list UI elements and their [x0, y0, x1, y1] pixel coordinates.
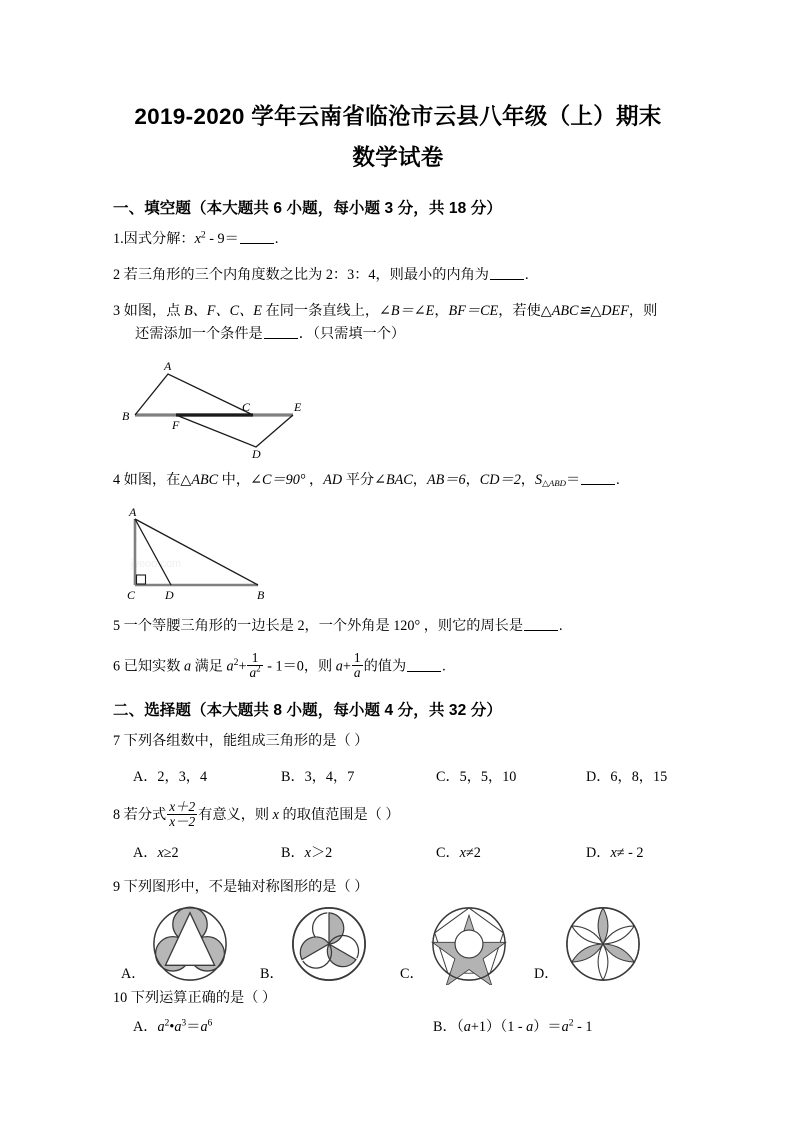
- q10-opt-a-base2: a: [174, 1019, 182, 1036]
- q4-angle-bac: ∠BAC: [374, 472, 413, 488]
- question-4: [113, 469, 683, 492]
- question-7: [113, 730, 683, 753]
- q3-comma-2: ，若使: [498, 303, 541, 319]
- q8-opt-b-var: x: [304, 845, 311, 862]
- q7-option-a[interactable]: A．2，3，4: [133, 769, 208, 786]
- q10-opt-b-var3: a: [561, 1019, 569, 1036]
- q9-option-a[interactable]: [121, 903, 260, 985]
- q8-option-d[interactable]: [586, 842, 643, 864]
- figure-circle-triangle-three-shaded-segments: [149, 903, 231, 985]
- figure-4-svg: [113, 505, 313, 605]
- q10-option-a[interactable]: [133, 1016, 433, 1038]
- question-8-options: [113, 842, 683, 864]
- document-body: [113, 96, 683, 1048]
- q10-opt-a-base1: a: [157, 1019, 165, 1036]
- q10-opt-b-sup: 2: [568, 1017, 574, 1029]
- figure-five-pointed-star-in-circle: [428, 903, 510, 985]
- q8-opt-d-var: x: [610, 845, 617, 862]
- q3-segment-equality: BF＝CE: [448, 303, 499, 319]
- question-10: [113, 987, 683, 1010]
- q6-var-a-2: a: [335, 658, 343, 675]
- question-9: [113, 876, 683, 899]
- q6-frac2-numerator: 1: [353, 650, 361, 665]
- q10-opt-b-label: B．: [433, 1019, 457, 1036]
- q10-opt-a-sup3: 6: [207, 1017, 213, 1029]
- question-6: [113, 651, 683, 680]
- q3-answer-blank[interactable]: [264, 326, 298, 339]
- q3-text-a: 如图，点: [123, 303, 184, 319]
- section-heading-fill-in: 一、填空题（本大题共 6 小题，每小题 3 分，共 18 分）: [113, 200, 502, 217]
- q2-number: 2: [113, 267, 121, 283]
- q8-frac-numerator: x＋2: [169, 799, 196, 815]
- figure-triskelion-pinwheel-three-shaded-lobes: [288, 903, 370, 985]
- q6-number: 6: [113, 658, 121, 675]
- q6-period: .: [442, 658, 446, 675]
- q8-option-b[interactable]: [281, 842, 436, 864]
- q3-congruence: △ABC≌△DEF: [540, 303, 629, 319]
- q9-option-c[interactable]: [400, 903, 534, 985]
- figure-3-svg: [113, 359, 363, 459]
- q1-period: .: [274, 231, 279, 247]
- q1-exponent: 2: [200, 229, 206, 241]
- watermark-text: jyeoo.com: [131, 558, 182, 570]
- q4-angle-c: ∠C＝90°: [250, 472, 306, 488]
- q4-ab: AB＝6: [426, 472, 466, 488]
- q3-comma-1: ，: [434, 303, 449, 319]
- q5-answer-blank[interactable]: [524, 618, 558, 631]
- q8-opt-c-label: C．: [436, 845, 460, 862]
- q8-opt-a-label: A．: [133, 845, 158, 862]
- q9-option-b[interactable]: [260, 903, 400, 985]
- q1-text: 因式分解：: [123, 231, 195, 247]
- q1-answer-blank[interactable]: [240, 231, 274, 244]
- q1-minus-nine: - 9＝: [205, 231, 239, 247]
- q8-opt-d-rest: ≠ - 2: [616, 845, 644, 862]
- q9-option-b-label: B．: [260, 966, 284, 983]
- q6-answer-blank[interactable]: [407, 659, 441, 672]
- q6-text-b: 满足: [191, 658, 227, 675]
- q8-option-c[interactable]: [436, 842, 586, 864]
- question-1: [113, 228, 683, 251]
- q8-opt-d-label: D．: [586, 845, 611, 862]
- q6-fraction-one-over-a: [352, 651, 363, 680]
- label-D: D: [252, 447, 261, 459]
- q9-option-a-label: A．: [121, 966, 146, 983]
- q4-text-a: 如图，在: [123, 472, 181, 488]
- q6-plus-2: +: [342, 658, 351, 675]
- q4-text-f: ，: [465, 472, 480, 488]
- q8-opt-a-var: x: [157, 845, 164, 862]
- q9-option-d[interactable]: [534, 903, 664, 985]
- figure-question-3: [113, 359, 683, 459]
- page-title: [113, 96, 683, 178]
- q2-answer-blank[interactable]: [490, 267, 524, 280]
- figure-six-petal-rosette-in-circle: [562, 903, 644, 985]
- q8-opt-c-rest: ≠2: [465, 845, 481, 862]
- q10-option-b[interactable]: [433, 1016, 592, 1038]
- section-heading-multiple-choice: 二、选择题（本大题共 8 小题，每小题 4 分，共 32 分）: [113, 702, 502, 720]
- q6-text-a: 已知实数: [123, 658, 184, 675]
- title-line-2: 数学试卷: [352, 145, 444, 170]
- q10-opt-a-sup2: 3: [181, 1017, 187, 1029]
- q9-stem: 下列图形中，不是轴对称图形的是（ ）: [123, 879, 369, 896]
- q7-stem: 下列各组数中，能组成三角形的是（ ）: [123, 733, 369, 750]
- question-3: [113, 300, 683, 346]
- q3-text-c: ，则: [628, 303, 658, 319]
- q4-period: .: [616, 472, 620, 488]
- question-7-options: [113, 766, 683, 788]
- q8-stem-b: 有意义，则: [198, 807, 273, 824]
- q10-stem: 下列运算正确的是（ ）: [130, 990, 277, 1007]
- q10-opt-a-dot: •: [169, 1019, 175, 1036]
- q3-text-b: 在同一条直线上，: [261, 303, 380, 319]
- q7-option-c[interactable]: C．5，5，10: [436, 769, 517, 786]
- question-9-option-figures: [113, 903, 683, 985]
- q8-var-x: x: [272, 807, 279, 824]
- q4-triangle: △ABC: [180, 472, 219, 488]
- label-C: C: [242, 400, 251, 414]
- label-E: E: [294, 400, 302, 414]
- q4-area-subscript: △ABD: [542, 478, 566, 489]
- q4-text-b: 中，: [218, 472, 251, 488]
- q8-opt-a-rest: ≥2: [163, 845, 179, 862]
- question-5: [113, 615, 683, 638]
- q10-opt-b-eq: ）＝: [533, 1019, 562, 1036]
- q4-answer-blank[interactable]: [581, 472, 615, 485]
- q10-opt-b-tail: - 1: [573, 1019, 593, 1036]
- q2-text: 若三角形的三个内角度数之比为 2：3：4，则最小的内角为: [123, 267, 489, 283]
- q3-angle-equality: ∠B＝∠E: [379, 303, 435, 319]
- q5-period: .: [559, 618, 563, 634]
- q3-line2-text-b: ．（只需填一个）: [298, 326, 406, 342]
- q8-opt-b-label: B．: [281, 845, 305, 862]
- triangle-DEF-path: [176, 415, 293, 447]
- q10-number: 10: [113, 990, 128, 1007]
- figure-question-4: [113, 505, 683, 605]
- q8-number: 8: [113, 807, 121, 824]
- q3-points: B、F、C、E: [183, 303, 262, 319]
- label-B: B: [122, 409, 130, 423]
- q5-text: 一个等腰三角形的一边长是 2，一个外角是 120° ，则它的周长是: [123, 618, 524, 634]
- q4-text-d: 平分: [342, 472, 375, 488]
- question-10-options: [113, 1016, 683, 1038]
- label-F: F: [172, 418, 180, 432]
- q10-opt-a-eq: ＝: [186, 1019, 201, 1036]
- q4-text-e: ，: [412, 472, 427, 488]
- q5-number: 5: [113, 618, 121, 634]
- label-D: D: [165, 588, 174, 602]
- q10-opt-a-base3: a: [200, 1019, 208, 1036]
- q4-number: 4: [113, 472, 121, 488]
- q6-frac1-den-sup: 2: [256, 664, 261, 674]
- q6-text-c: 的值为: [363, 658, 407, 675]
- q8-opt-b-rest: ＞2: [310, 845, 333, 862]
- question-8: [113, 800, 683, 829]
- q4-text-c: ，: [305, 472, 324, 488]
- title-line-1: 2019-2020 学年云南省临沧市云县八年级（上）期末: [134, 104, 662, 129]
- q3-line2-text-a: 还需添加一个条件是: [135, 326, 263, 342]
- q6-minus-eq: - 1＝0，则: [263, 658, 336, 675]
- q4-equals: ＝: [565, 472, 581, 488]
- label-A: A: [164, 359, 172, 373]
- q6-sup-2: 2: [233, 656, 239, 668]
- q7-option-b[interactable]: B．3，4，7: [281, 769, 355, 786]
- q8-fraction: [167, 800, 197, 829]
- q2-period: .: [524, 267, 529, 283]
- q6-fraction-one-over-a-squared: [247, 651, 262, 680]
- q10-opt-b-var1: a: [463, 1019, 471, 1036]
- q6-a-squared: a: [226, 658, 234, 675]
- q6-plus: +: [238, 658, 247, 675]
- q4-area-symbol: S: [535, 472, 543, 488]
- q8-stem-a: 若分式: [123, 807, 167, 824]
- q9-option-d-label: D．: [534, 966, 559, 983]
- q4-text-g: ，: [520, 472, 535, 488]
- q3-line-2: [135, 323, 683, 346]
- q8-frac-denominator: x－2: [169, 814, 196, 830]
- q6-frac1-numerator: 1: [247, 651, 262, 666]
- q9-option-c-label: C．: [400, 966, 424, 983]
- q1-var-x: x: [194, 231, 201, 247]
- q3-number: 3: [113, 303, 121, 319]
- q10-opt-b-mid: +1）（1 -: [470, 1019, 527, 1036]
- q8-option-a[interactable]: [133, 842, 281, 864]
- q9-number: 9: [113, 879, 121, 896]
- q10-opt-b-paren1: （: [456, 1019, 464, 1036]
- q8-stem-c: 的取值范围是（ ）: [278, 807, 400, 824]
- q4-ad: AD: [323, 472, 343, 488]
- q7-option-d[interactable]: D．6，8，15: [586, 769, 668, 786]
- q10-opt-b-var2: a: [526, 1019, 534, 1036]
- q6-frac1-den-var: a: [249, 665, 257, 681]
- q6-frac2-denominator: a: [353, 665, 361, 680]
- q10-opt-a-label: A．: [133, 1019, 158, 1036]
- q7-number: 7: [113, 733, 121, 750]
- q4-cd: CD＝2: [479, 472, 521, 488]
- triangle-ABC-path: [135, 374, 253, 415]
- label-C: C: [127, 588, 136, 602]
- label-B: B: [257, 588, 265, 602]
- q1-number: 1.: [113, 231, 124, 247]
- question-2: [113, 264, 683, 287]
- label-A: A: [129, 505, 137, 519]
- q8-opt-c-var: x: [459, 845, 466, 862]
- q6-var-a: a: [183, 658, 192, 675]
- q6-frac1-denominator: [247, 666, 262, 680]
- q10-opt-a-sup1: 2: [164, 1017, 170, 1029]
- right-angle-marker: [137, 575, 146, 584]
